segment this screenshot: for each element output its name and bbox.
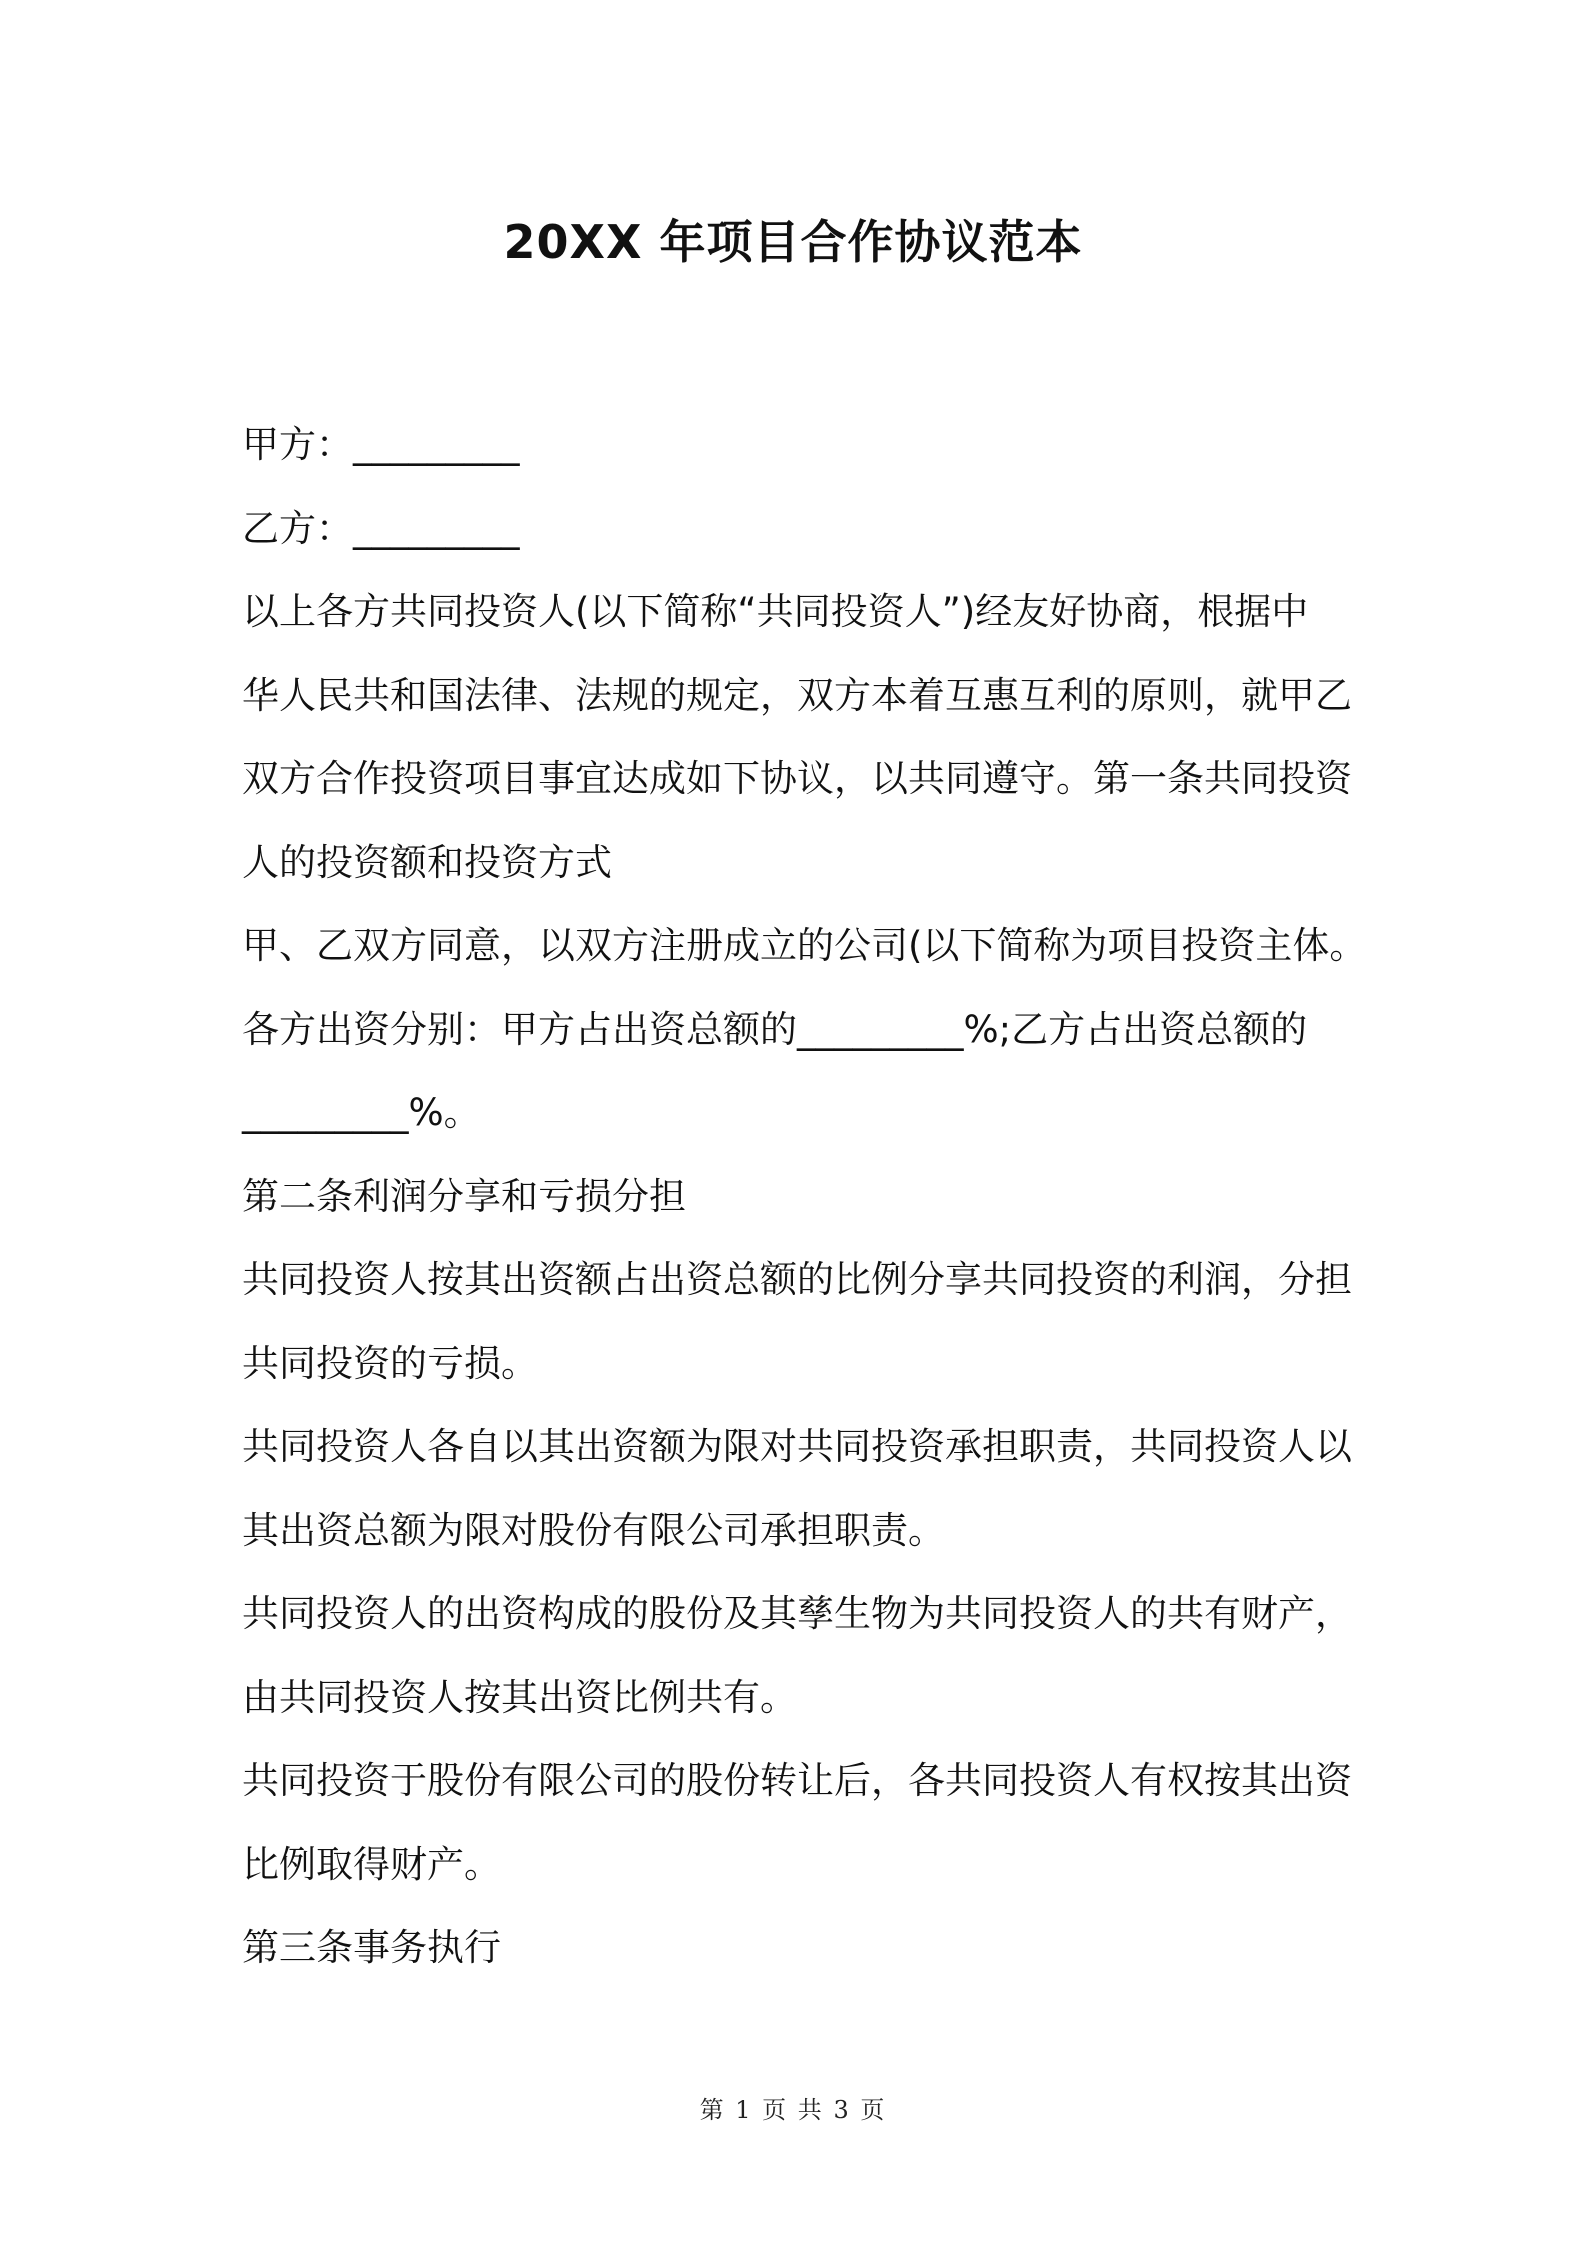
paragraph-line: 其出资总额为限对股份有限公司承担职责。 [242,1508,945,1552]
party-a-line: 甲方：_________ [242,423,520,466]
paragraph-line: 由共同投资人按其出资比例共有。 [242,1675,797,1719]
paragraph-line: 甲、乙双方同意，以双方注册成立的公司(以下简称为项目投资主体。 [242,924,1367,967]
paragraph-line: 共同投资人各自以其出资额为限对共同投资承担职责，共同投资人以 [242,1425,1352,1468]
paragraph-line: 共同投资的亏损。 [242,1341,538,1385]
document-title: 20XX 年项目合作协议范本 [503,215,1083,269]
paragraph-line: 华人民共和国法律、法规的规定，双方本着互惠互利的原则，就甲乙 [242,673,1352,717]
party-b-line: 乙方：_________ [242,506,520,550]
paragraph-line: 以上各方共同投资人(以下简称“共同投资人”)经友好协商，根据中 [242,590,1309,633]
paragraph-line: 共同投资于股份有限公司的股份转让后，各共同投资人有权按其出资 [242,1759,1352,1802]
paragraph-line: 比例取得财产。 [242,1842,501,1886]
document-body [242,403,1367,1990]
paragraph-line: 各方出资分别：甲方占出资总额的_________%;乙方占出资总额的 [242,1007,1308,1051]
paragraph-line: 人的投资额和投资方式 [242,840,612,884]
page-number-footer: 第 1 页 共 3 页 [699,2096,887,2124]
paragraph-line: 共同投资人的出资构成的股份及其孳生物为共同投资人的共有财产， [242,1592,1352,1635]
paragraph-line: _________%。 [242,1091,481,1134]
paragraph-line: 共同投资人按其出资额占出资总额的比例分享共同投资的利润，分担 [242,1258,1352,1301]
section-heading: 第三条事务执行 [242,1926,501,1969]
paragraph-line: 双方合作投资项目事宜达成如下协议，以共同遵守。第一条共同投资 [242,757,1352,800]
section-heading: 第二条利润分享和亏损分担 [242,1174,686,1218]
